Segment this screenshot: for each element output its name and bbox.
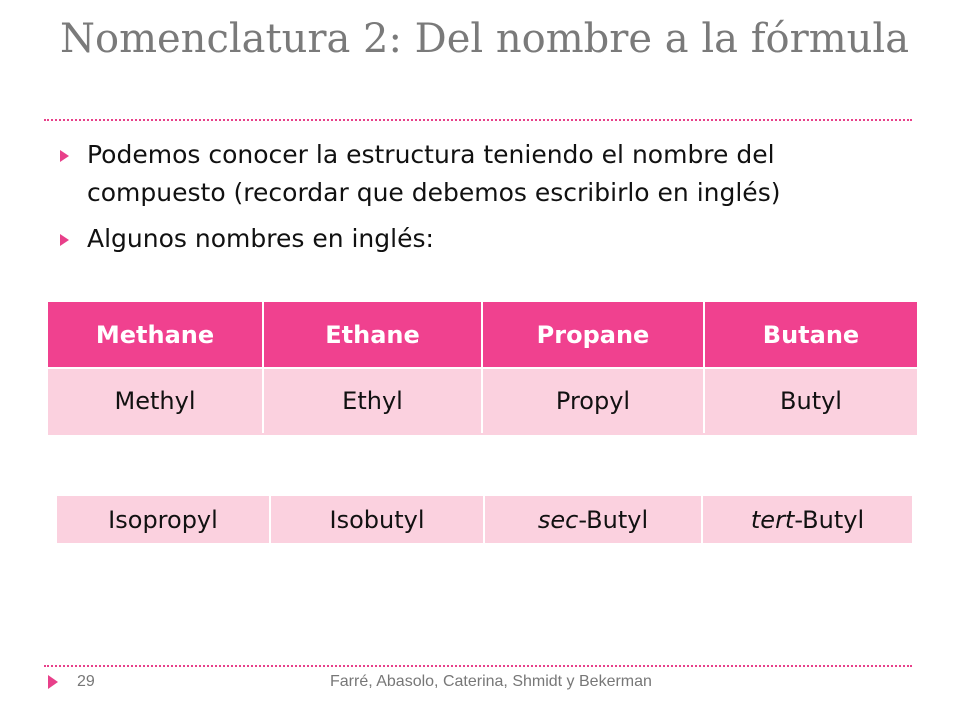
cell-isobutyl: [271, 496, 485, 543]
alkanes-table-header: [48, 302, 917, 367]
header-cell-propane: Propane: [483, 302, 705, 367]
cell-text: -Butyl: [578, 505, 649, 534]
triangle-right-icon: [60, 150, 69, 162]
cell-tert-butyl: [703, 496, 912, 543]
bullet-item: [60, 136, 900, 212]
cell-text: Isobutyl: [329, 505, 425, 534]
triangle-right-icon: [48, 675, 58, 689]
footer-authors: Farré, Abasolo, Caterina, Shmidt y Bekerman: [330, 673, 652, 690]
cell-text: -Butyl: [794, 505, 865, 534]
header-cell-butane: Butane: [762, 320, 860, 349]
cell-text: Isopropyl: [108, 505, 218, 534]
cell-methyl: Methyl: [48, 369, 264, 433]
header-cell-ethane: Ethane: [264, 302, 483, 367]
triangle-right-icon: [60, 234, 69, 246]
cell-isopropyl: [57, 496, 271, 543]
cell-butyl: Butyl: [780, 387, 842, 415]
cell-ethyl: Ethyl: [264, 369, 483, 433]
header-cell-methane: Methane: [48, 302, 264, 367]
title-divider: [44, 119, 912, 121]
slide-title: Nomenclatura 2: Del nombre a la fórmula: [60, 16, 910, 62]
cell-propyl: Propyl: [483, 369, 705, 433]
bullet-text: Podemos conocer la estructura teniendo el nombre del compuesto (recordar que debemos escribirlo en inglés): [87, 140, 781, 207]
prefix-sec: sec: [537, 505, 579, 534]
bullet-list: [60, 136, 900, 266]
prefix-tert: tert: [750, 505, 795, 534]
page-number: 29: [77, 673, 95, 690]
alkyl-table-row: [48, 367, 917, 435]
bullet-item: [60, 220, 900, 258]
cell-sec-butyl: [485, 496, 703, 543]
footer-divider: [44, 665, 912, 667]
branched-alkyl-row: [57, 496, 912, 543]
bullet-text: Algunos nombres en inglés:: [87, 224, 434, 253]
